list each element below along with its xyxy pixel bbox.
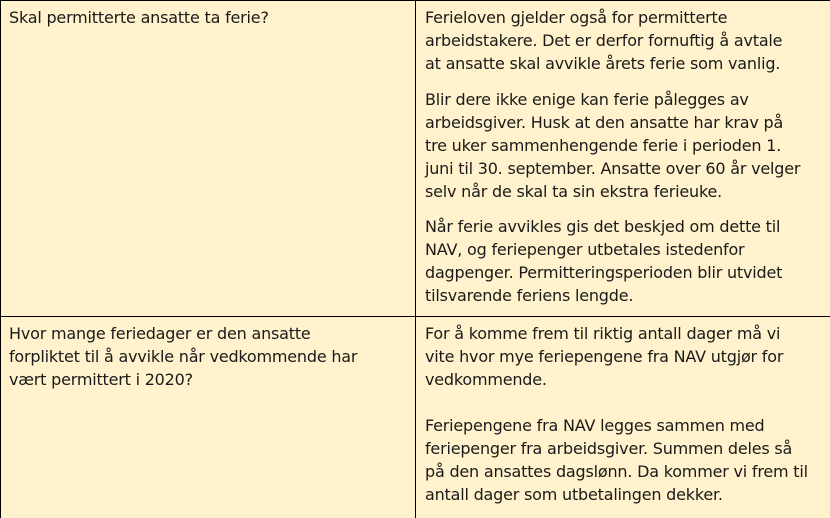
column-divider	[415, 0, 416, 518]
answer-line: NAV, og feriepenger utbetales istedenfor	[425, 240, 745, 259]
answer-paragraph	[425, 6, 825, 75]
answer-line: at ansatte skal avvikle årets ferie som vanlig.	[425, 54, 781, 73]
answer-paragraph	[425, 88, 825, 203]
answer-line: Feriepengene fra NAV legges sammen med	[425, 416, 765, 435]
question-line: vært permittert i 2020?	[9, 370, 193, 389]
answer-paragraph	[425, 322, 825, 391]
answer-line: juni til 30. september. Ansatte over 60 år velger	[425, 159, 801, 178]
answer-paragraph	[425, 414, 825, 506]
answer-line: arbeidstakere. Det er derfor fornuftig å avtale	[425, 31, 783, 50]
answer-line: antall dager som utbetalingen dekker.	[425, 485, 723, 504]
answer-paragraph	[425, 215, 825, 307]
answer-line: dagpenger. Permitteringsperioden blir utvidet	[425, 263, 783, 282]
answer-line: tilsvarende feriens lengde.	[425, 286, 634, 305]
answer-line: vite hvor mye feriepengene fra NAV utgjør for	[425, 347, 784, 366]
row-1-answer	[425, 6, 825, 307]
answer-line: Når ferie avvikles gis det beskjed om dette til	[425, 217, 781, 236]
answer-line: feriepenger fra arbeidsgiver. Summen deles så	[425, 439, 793, 458]
answer-line: For å komme frem til riktig antall dager må vi	[425, 324, 781, 343]
answer-line: selv når de skal ta sin ekstra ferieuke.	[425, 182, 723, 201]
answer-line: tre uker sammenhengende ferie i perioden 1.	[425, 136, 782, 155]
answer-line: Ferieloven gjelder også for permitterte	[425, 8, 728, 27]
answer-line: arbeidsgiver. Husk at den ansatte har krav på	[425, 113, 784, 132]
question-line: forpliktet til å avvikle når vedkommende har	[9, 347, 358, 366]
answer-line: Blir dere ikke enige kan ferie pålegges av	[425, 90, 749, 109]
question-line: Hvor mange feriedager er den ansatte	[9, 324, 311, 343]
question-line: Skal permitterte ansatte ta ferie?	[9, 8, 269, 27]
row-2-answer	[425, 322, 825, 506]
answer-line: på den ansattes dagslønn. Da kommer vi frem til	[425, 462, 808, 481]
row-1-question	[9, 6, 404, 29]
table-border-left	[0, 0, 1, 518]
answer-line: vedkommende.	[425, 370, 547, 389]
row-2-question	[9, 322, 404, 391]
